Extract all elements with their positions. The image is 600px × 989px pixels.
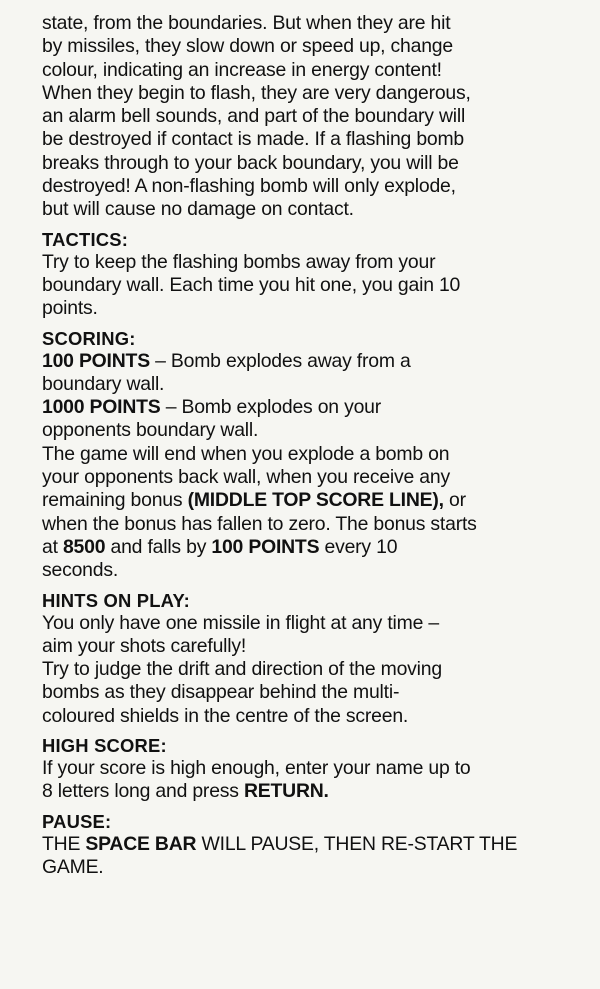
intro-line: breaks through to your back boundary, you will be (42, 151, 459, 174)
high-score-heading: HIGH SCORE: (42, 735, 167, 757)
tactics-line: Try to keep the flashing bombs away from your (42, 250, 436, 273)
scoring-row (42, 350, 574, 373)
scoring-row-continued: opponents boundary wall. (42, 419, 259, 442)
high-score-text: 8 letters long and press (42, 780, 244, 803)
points-description: – Bomb explodes on your (160, 396, 381, 419)
game-end-line: The game will end when you explode a bomb on (42, 442, 450, 465)
bonus-line-label: (MIDDLE TOP SCORE LINE), (187, 489, 444, 512)
pause-text: WILL PAUSE, THEN RE-START THE (196, 832, 518, 855)
hints-line: Try to judge the drift and direction of the moving (42, 658, 442, 681)
points-label: 1000 POINTS (42, 396, 161, 419)
pause-text: THE (42, 832, 86, 855)
intro-line: be destroyed if contact is made. If a flashing bomb (42, 128, 465, 151)
game-end-text: at (42, 535, 63, 558)
space-bar-label: SPACE BAR (85, 832, 197, 855)
game-end-text: every 10 (319, 535, 398, 558)
points-label: 100 POINTS (42, 349, 150, 372)
high-score-line: If your score is high enough, enter your name up to (42, 757, 471, 780)
hints-line: bombs as they disappear behind the multi- (42, 681, 400, 704)
hints-line: You only have one missile in flight at any time – (42, 611, 439, 634)
hints-section (42, 612, 574, 728)
intro-section (42, 12, 574, 222)
game-end-line (42, 536, 574, 559)
scoring-heading: SCORING: (42, 327, 136, 349)
scoring-row (42, 396, 574, 419)
return-key-label: RETURN. (243, 780, 329, 803)
pause-heading: PAUSE: (42, 810, 112, 832)
game-end-line: seconds. (42, 559, 119, 582)
tactics-section (42, 251, 574, 321)
game-end-text: or (443, 489, 466, 512)
tactics-line: boundary wall. Each time you hit one, you gain 10 (42, 273, 461, 296)
pause-line (42, 833, 574, 856)
game-end-line: when the bonus has fallen to zero. The bonus starts (42, 512, 477, 535)
intro-line: destroyed! A non-flashing bomb will only explode, (42, 175, 456, 198)
bonus-start-value: 8500 (62, 535, 106, 558)
pause-section (42, 833, 574, 880)
high-score-line (42, 780, 574, 803)
points-description: – Bomb explodes away from a (149, 349, 411, 372)
game-end-line (42, 489, 574, 512)
game-end-line: your opponents back wall, when you receive any (42, 466, 450, 489)
scoring-row-continued: boundary wall. (42, 372, 165, 395)
game-end-text: and falls by (105, 535, 212, 558)
intro-line: state, from the boundaries. But when they are hit (42, 12, 451, 34)
intro-line: When they begin to flash, they are very dangerous, (42, 81, 471, 104)
scoring-section (42, 350, 574, 583)
high-score-section (42, 757, 574, 804)
intro-line: by missiles, they slow down or speed up, change (42, 35, 453, 58)
hints-heading: HINTS ON PLAY: (42, 589, 190, 611)
intro-line: colour, indicating an increase in energy content! (42, 58, 442, 81)
tactics-heading: TACTICS: (42, 228, 129, 250)
intro-line: but will cause no damage on contact. (42, 198, 354, 221)
hints-line: coloured shields in the centre of the screen. (42, 704, 409, 727)
bonus-decrement-value: 100 POINTS (211, 535, 320, 558)
hints-line: aim your shots carefully! (42, 634, 247, 657)
tactics-line: points. (42, 297, 98, 320)
pause-line: GAME. (42, 855, 104, 878)
game-end-text: remaining bonus (42, 489, 188, 512)
intro-line: an alarm bell sounds, and part of the boundary will (42, 105, 466, 128)
